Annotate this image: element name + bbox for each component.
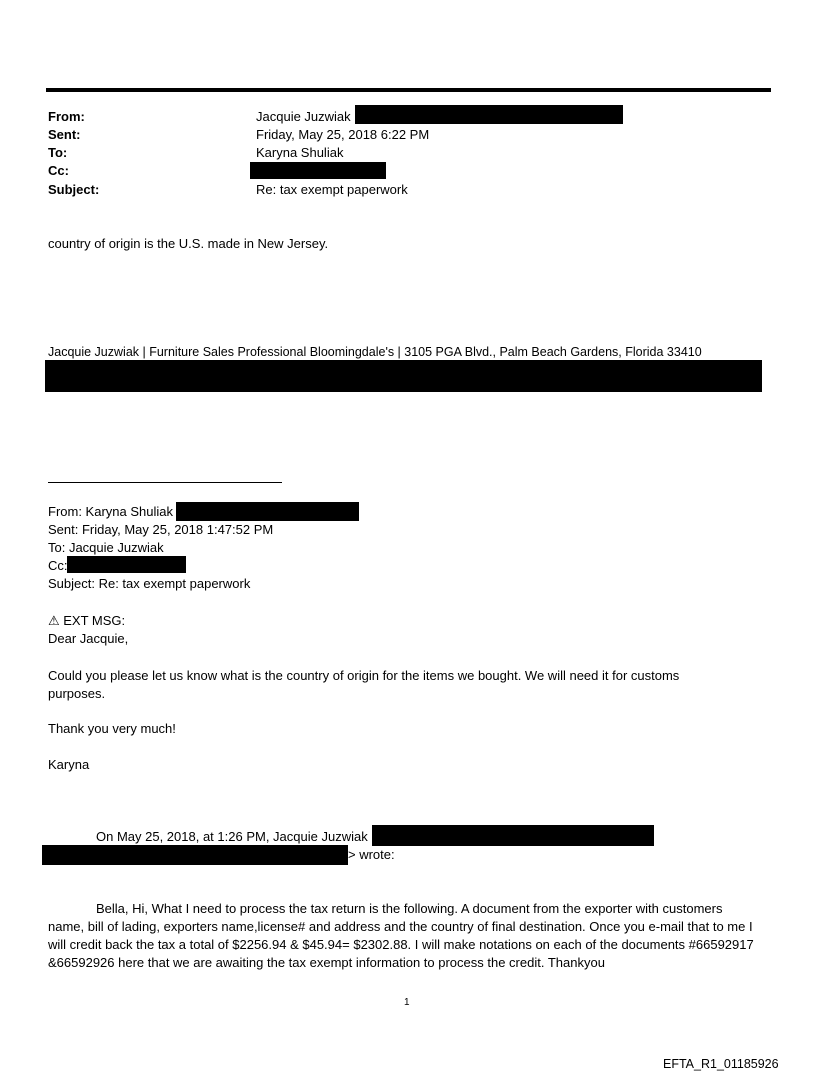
cc-label: Cc:	[48, 163, 69, 178]
redaction-signature-block	[45, 360, 762, 392]
nested-on-line: On May 25, 2018, at 1:26 PM, Jacquie Juzwiak	[96, 829, 368, 844]
ext-msg-warning: ⚠ EXT MSG:	[48, 613, 126, 628]
quoted-cc: Cc:	[48, 558, 68, 573]
redaction-cc	[250, 162, 386, 179]
quoted-subject: Subject: Re: tax exempt paperwork	[48, 576, 251, 591]
quoted-from: From: Karyna Shuliak	[48, 504, 173, 519]
quoted-thanks: Thank you very much!	[48, 721, 176, 736]
redaction-quoted-cc	[67, 556, 186, 573]
body-line: country of origin is the U.S. made in New Jersey.	[48, 236, 329, 251]
sent-label: Sent:	[48, 127, 81, 142]
quoted-message: Could you please let us know what is the country of origin for the items we bought. We will need it for customs purposes.	[48, 668, 680, 701]
quoted-greeting: Dear Jacquie,	[48, 631, 129, 646]
nested-wrote: > wrote:	[348, 847, 395, 862]
subject-value: Re: tax exempt paperwork	[256, 182, 408, 197]
quoted-sent: Sent: Friday, May 25, 2018 1:47:52 PM	[48, 522, 274, 537]
quote-separator	[48, 482, 282, 483]
redaction-from-email	[355, 105, 623, 124]
to-label: To:	[48, 145, 68, 160]
quoted-name: Karyna	[48, 757, 90, 772]
redaction-quoted-from-email	[176, 502, 359, 521]
page-number: 1	[404, 997, 410, 1008]
nested-message: Bella, Hi, What I need to process the tax return is the following. A document from the exporter with customers name, bill of lading, exporters name,license# and address and the country of final destination. Once you e-mail that to me I will credit back the tax a total of $2256.94 & $45.94= $2302.88. I will make notations on each of the documents #66592917 &66592926 here that we are awaiting the tax exempt information to process the credit. Thankyou	[48, 901, 754, 970]
signature-line: Jacquie Juzwiak | Furniture Sales Professional Bloomingdale's | 3105 PGA Blvd., Palm Beach Gardens, Florida 33410	[48, 345, 702, 359]
from-label: From:	[48, 109, 85, 124]
redaction-nested-email-1	[372, 825, 654, 846]
sent-value: Friday, May 25, 2018 6:22 PM	[256, 127, 430, 142]
document-id: EFTA_R1_01185926	[663, 1057, 779, 1071]
from-value: Jacquie Juzwiak	[256, 109, 351, 124]
to-value: Karyna Shuliak	[256, 145, 344, 160]
quoted-to: To: Jacquie Juzwiak	[48, 540, 164, 555]
redaction-nested-email-2	[42, 845, 348, 865]
subject-label: Subject:	[48, 182, 100, 197]
header-rule	[46, 88, 771, 92]
